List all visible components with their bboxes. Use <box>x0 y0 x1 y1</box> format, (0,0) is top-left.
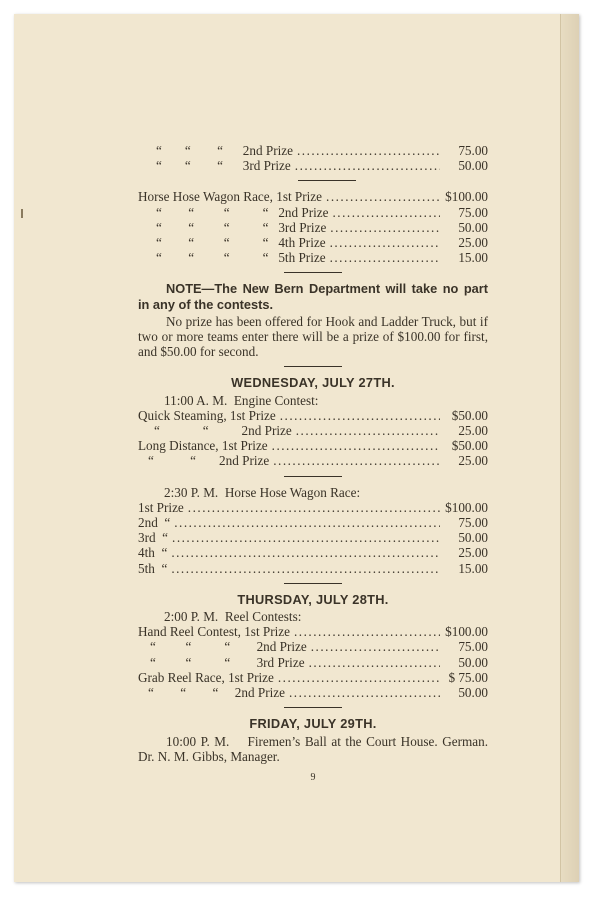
prize-row: “ “ “ 3rd Prize ..... 50.00 <box>138 655 488 670</box>
prize-list-a <box>138 143 488 173</box>
prize-row: “ “ 2nd Prize ..... 25.00 <box>138 423 488 438</box>
page-content <box>138 143 495 785</box>
event-subhead: 2:30 P. M. Horse Hose Wagon Race: <box>164 484 361 500</box>
prize-row: “ “ 2nd Prize ..... 25.00 <box>138 453 488 468</box>
day-heading: WEDNESDAY, JULY 27TH. <box>231 375 395 391</box>
prize-row: 2nd “ ..... 75.00 <box>138 515 488 530</box>
prize-row: Horse Hose Wagon Race, 1st Prize ..... $100.00 <box>138 189 488 204</box>
prize-row: Grab Reel Race, 1st Prize ..... $ 75.00 <box>138 670 488 685</box>
note-section <box>138 281 488 359</box>
prize-list-b <box>138 189 488 265</box>
day-heading: FRIDAY, JULY 29TH. <box>249 716 377 732</box>
prize-row: 3rd “ ..... 50.00 <box>138 530 488 545</box>
prize-row: “ “ “ “ 2nd Prize ..... 75.00 <box>138 205 488 220</box>
page-number: 9 <box>310 771 316 783</box>
divider <box>284 476 342 477</box>
friday-text: 10:00 P. M. Firemen’s Ball at the Court House. German. Dr. N. M. Gibbs, Manager. <box>138 733 495 764</box>
prize-row: 1st Prize ..... $100.00 <box>138 500 488 515</box>
prize-row: 5th “ ..... 15.00 <box>138 561 488 576</box>
prize-row: Quick Steaming, 1st Prize ..... $50.00 <box>138 408 488 423</box>
divider <box>284 366 342 367</box>
prize-row: “ “ “ “ 5th Prize ..... 15.00 <box>138 250 488 265</box>
prize-row: “ “ “ 2nd Prize ..... 75.00 <box>156 143 488 158</box>
divider <box>284 707 342 708</box>
event-subhead: 11:00 A. M. Engine Contest: <box>164 392 319 408</box>
prize-row: 4th “ ..... 25.00 <box>138 545 488 560</box>
divider <box>284 583 342 584</box>
wednesday-section <box>138 375 488 575</box>
friday-section <box>138 716 495 764</box>
event-subhead: 2:00 P. M. Reel Contests: <box>164 609 302 625</box>
divider <box>298 180 356 181</box>
thursday-section <box>138 592 488 700</box>
prize-row: Hand Reel Contest, 1st Prize ..... $100.00 <box>138 624 488 639</box>
prize-row: “ “ “ 2nd Prize ..... 75.00 <box>138 639 488 654</box>
prize-row: “ “ “ 2nd Prize ..... 50.00 <box>138 685 488 700</box>
note-lead: NOTE—The New Bern Department will take no part in any of the contests. <box>138 281 488 312</box>
binding-mark <box>21 209 23 218</box>
prize-row: Long Distance, 1st Prize ..... $50.00 <box>138 438 488 453</box>
divider <box>284 272 342 273</box>
prize-row: “ “ “ “ 3rd Prize ..... 50.00 <box>138 220 488 235</box>
day-heading: THURSDAY, JULY 28TH. <box>237 591 389 607</box>
document-page <box>14 14 579 882</box>
prize-row: “ “ “ “ 4th Prize ..... 25.00 <box>138 235 488 250</box>
note-body: No prize has been offered for Hook and Ladder Truck, but if two or more teams enter there will be a prize of $100.00 for first, and $50.00 for second. <box>138 313 488 360</box>
page-edge <box>560 14 579 882</box>
prize-row: “ “ “ 3rd Prize ..... 50.00 <box>156 158 488 173</box>
